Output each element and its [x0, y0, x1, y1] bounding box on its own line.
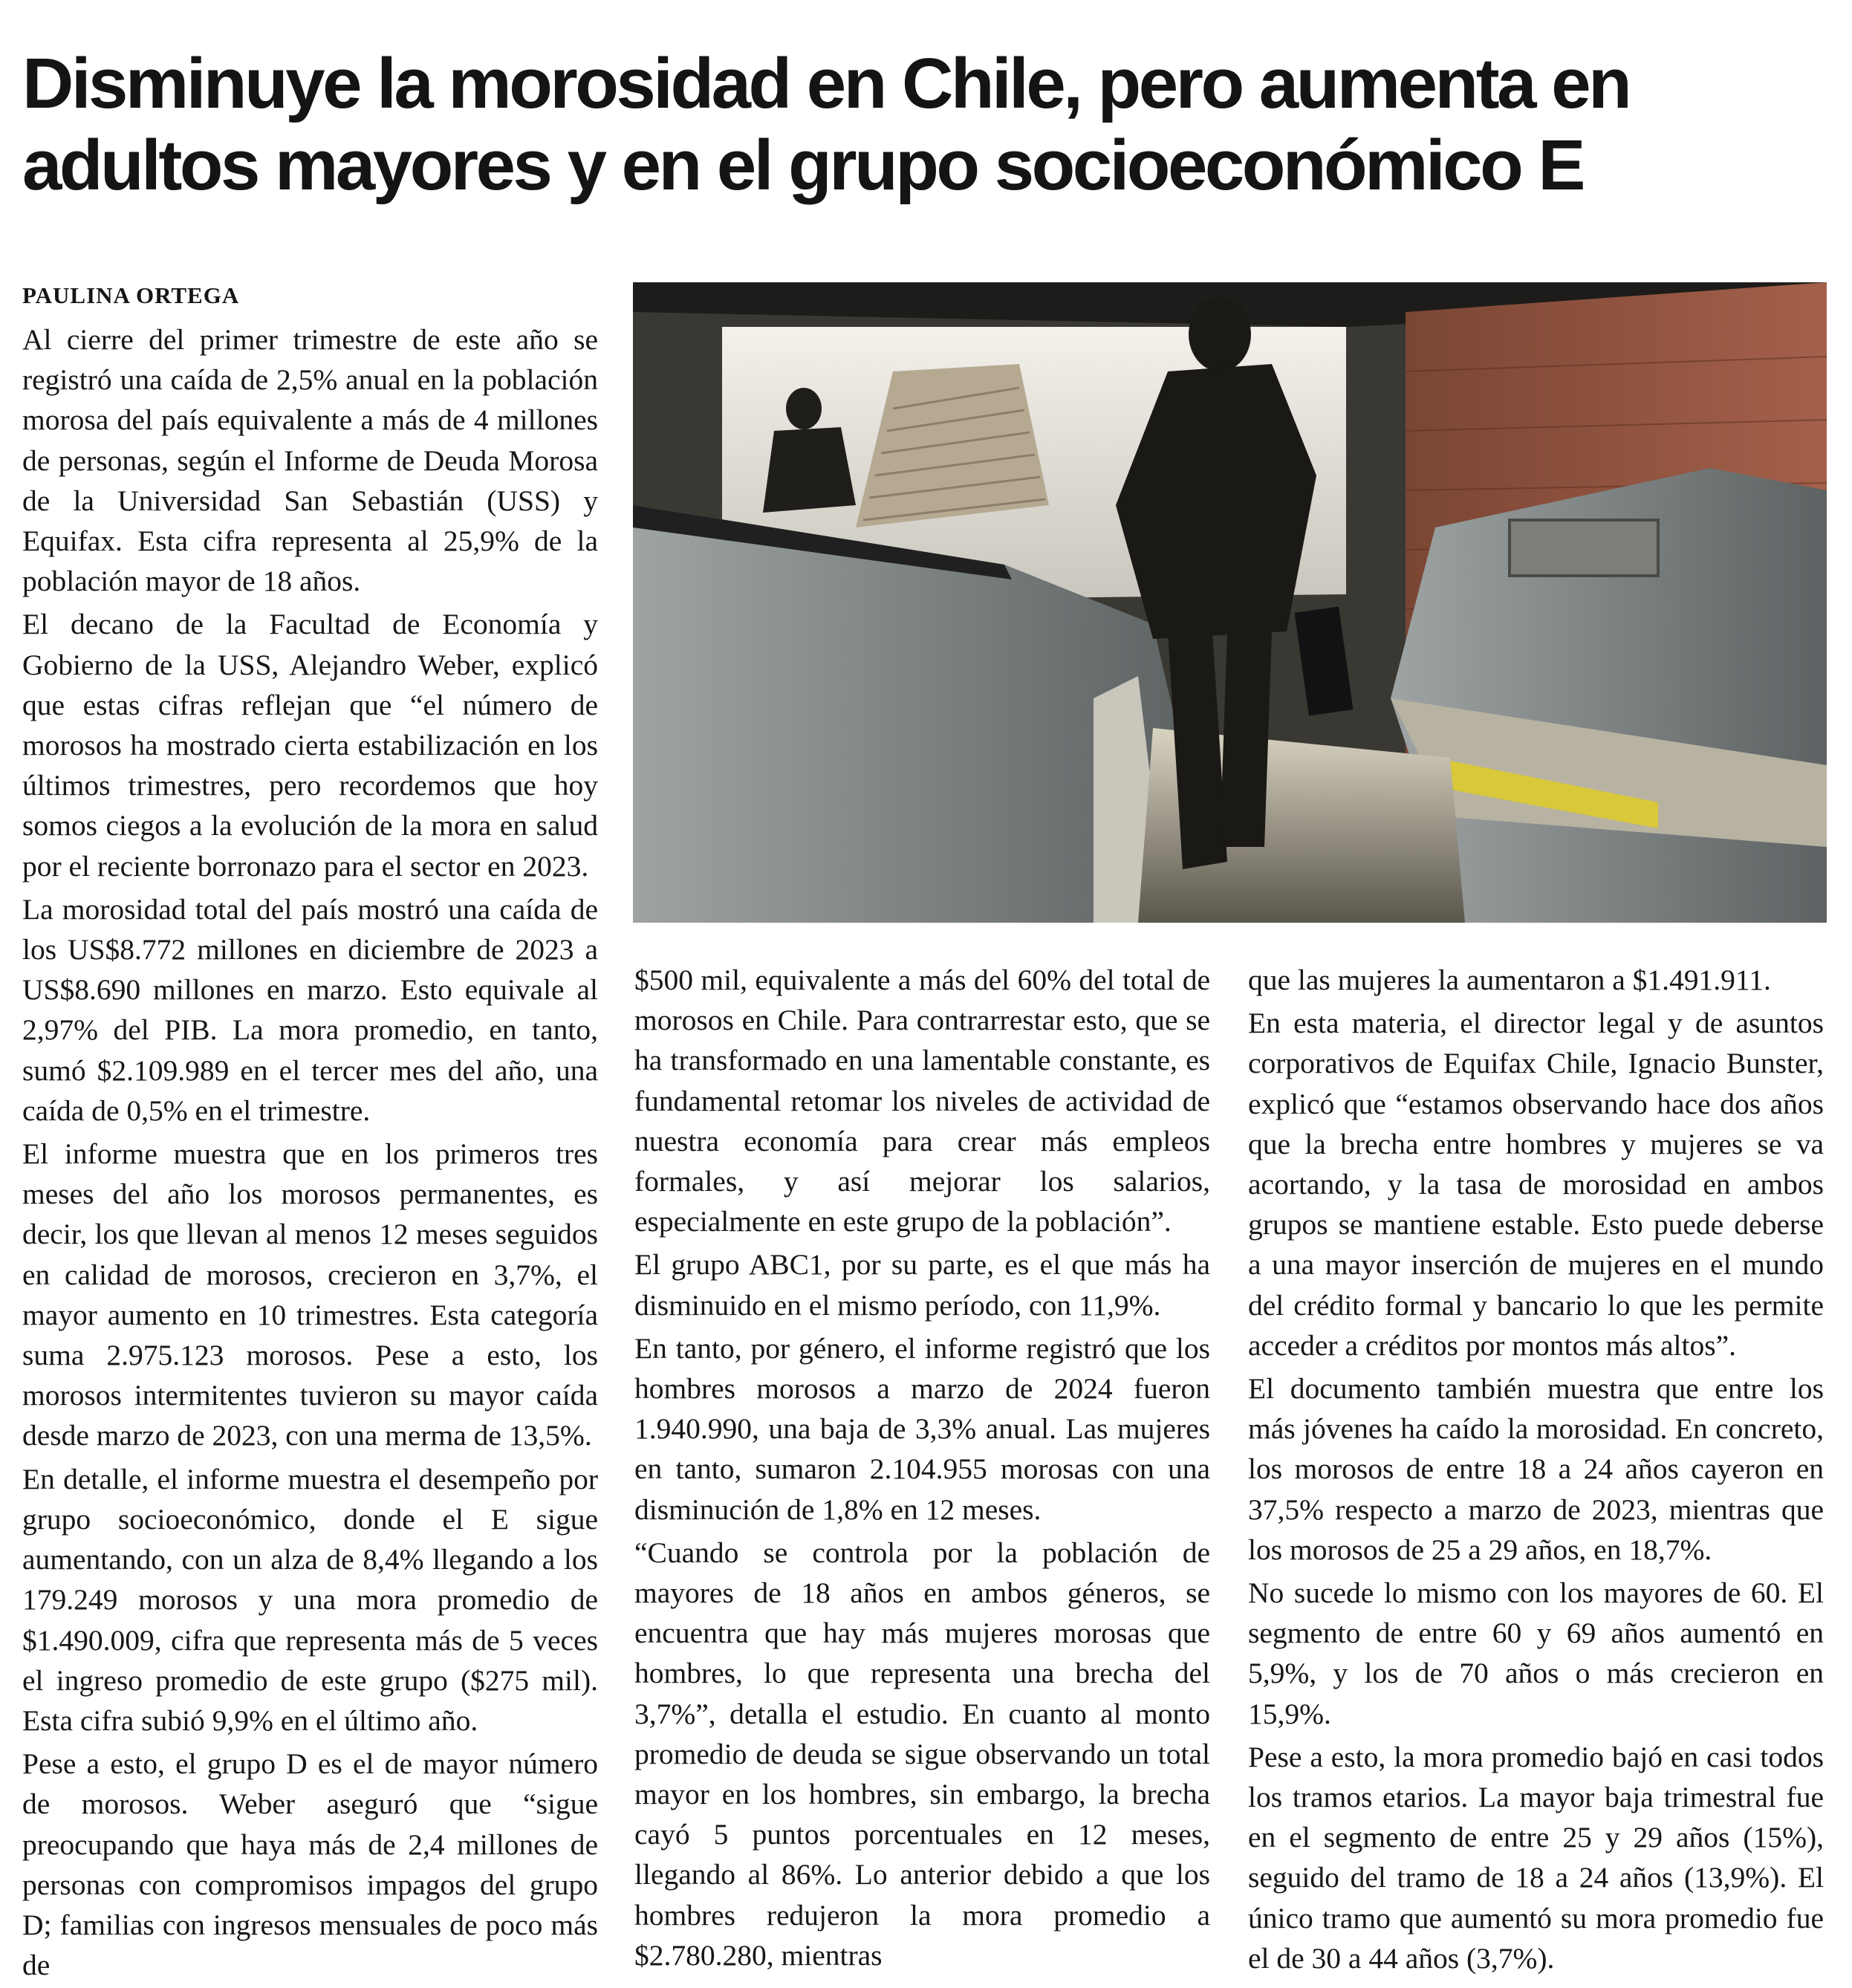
escalator-photo-illustration [633, 282, 1827, 923]
paragraph: La morosidad total del país mostró una caída de los US$8.772 millones en diciembre de 2023 a US$8.690 millones en marzo. Esto equivale al 2,97% del PIB. La mora promedio, en tanto, sumó $2.109.989 en el tercer mes del año, una caída de 0,5% en el trimestre. [22, 892, 598, 1127]
headline: Disminuye la morosidad en Chile, pero aumenta en adultos mayores y en el grupo socioeconómico E [22, 44, 1630, 205]
paragraph: El decano de la Facultad de Economía y Gobierno de la USS, Alejandro Weber, explicó que estas cifras reflejan que “el número de morosos ha mostrado cierta estabilización en los últimos trimestres, pero recordemos que hoy somos ciegos a la evolución de la mora en salud por el reciente borronazo para el sector en 2023. [22, 608, 598, 883]
article-column-2 [634, 960, 1210, 1978]
byline: PAULINA ORTEGA [22, 282, 240, 308]
paragraph: El documento también muestra que entre los más jóvenes ha caído la morosidad. En concreto, los morosos de entre 18 a 24 años cayeron en 37,5% respecto a marzo de 2023, mientras que los morosos de 25 a 29 años, en 18,7%. [1248, 1372, 1824, 1566]
paragraph: Al cierre del primer trimestre de este año se registró una caída de 2,5% anual en la población morosa del país equivalente a más de 4 millones de personas, según el Informe de Deuda Morosa de la Universidad San Sebastián (USS) y Equifax. Esta cifra representa al 25,9% de la población mayor de 18 años. [22, 323, 598, 598]
paragraph: En esta materia, el director legal y de asuntos corporativos de Equifax Chile, Ignacio Bunster, explicó que “estamos observando hace dos años que la brecha entre hombres y mujeres se va acortando, y la tasa de morosidad en ambos grupos se mantiene estable. Esto puede deberse a una mayor inserción de mujeres en el mundo del crédito formal y bancario lo que les permite acceder a créditos por montos más altos”. [1248, 1007, 1824, 1362]
paragraph: En tanto, por género, el informe registró que los hombres morosos a marzo de 2024 fueron 1.940.990, una baja de 3,3% anual. Las mujeres en tanto, sumaron 2.104.955 morosas con una disminución de 1,8% en 12 meses. [634, 1331, 1210, 1526]
paragraph: No sucede lo mismo con los mayores de 60. El segmento de entre 60 y 69 años aumentó en 5,9%, y los de 70 años o más crecieron en 15,9%. [1248, 1576, 1824, 1730]
article-column-1 [22, 319, 598, 1988]
article-column-3 [1248, 960, 1824, 1981]
paragraph: Pese a esto, la mora promedio bajó en casi todos los tramos etarios. La mayor baja trimestral fue en el segmento de entre 25 y 29 años (15%), seguido del tramo de 18 a 24 años (13,9%). El único tramo que aumentó su mora promedio fue el de 30 a 44 años (3,7%). [1248, 1740, 1824, 1975]
paragraph: $500 mil, equivalente a más del 60% del total de morosos en Chile. Para contrarrestar esto, que se ha transformado en una lamentable constante, es fundamental retomar los niveles de actividad de nuestra economía para crear más empleos formales, y así mejorar los salarios, especialmente en este grupo de la población”. [634, 964, 1210, 1238]
paragraph: Pese a esto, el grupo D es el de mayor número de morosos. Weber aseguró que “sigue preocupando que haya más de 2,4 millones de personas con compromisos impagos del grupo D; familias con ingresos mensuales de poco más de [22, 1747, 598, 1982]
paragraph: El grupo ABC1, por su parte, es el que más ha disminuido en el mismo período, con 11,9%. [634, 1248, 1210, 1322]
paragraph: En detalle, el informe muestra el desempeño por grupo socioeconómico, donde el E sigue aumentando, con un alza de 8,4% llegando a los 179.249 morosos y una mora promedio de $1.490.009, cifra que representa más de 5 veces el ingreso promedio de este grupo ($275 mil). Esta cifra subió 9,9% en el último año. [22, 1462, 598, 1737]
paragraph: que las mujeres la aumentaron a $1.491.911. [1248, 964, 1771, 996]
paragraph: El informe muestra que en los primeros tres meses del año los morosos permanentes, es decir, los que llevan al menos 12 meses seguidos en calidad de morosos, crecieron en 3,7%, el mayor aumento en 10 trimestres. Esta categoría suma 2.975.123 morosos. Pese a esto, los morosos intermitentes tuvieron su mayor caída desde marzo de 2023, con una merma de 13,5%. [22, 1137, 598, 1452]
news-photo [633, 282, 1827, 923]
paragraph: “Cuando se controla por la población de mayores de 18 años en ambos géneros, se encuentra que hay más mujeres morosas que hombres, lo que representa una brecha del 3,7%”, detalla el estudio. En cuanto al monto promedio de deuda se sigue observando un total mayor en los hombres, sin embargo, la brecha cayó 5 puntos porcentuales en 12 meses, llegando al 86%. Lo anterior debido a que los hombres redujeron la mora promedio a $2.780.280, mientras [634, 1536, 1210, 1972]
